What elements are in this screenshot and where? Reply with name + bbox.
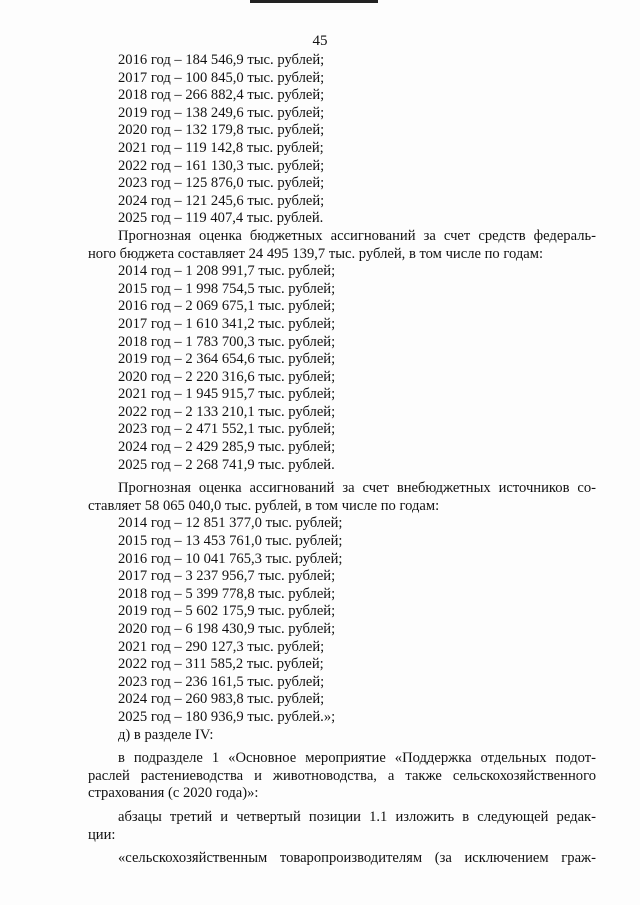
funding-year-line: 2018 год – 5 399 778,8 тыс. рублей; [118,585,336,602]
funding-year-line: 2022 год – 2 133 210,1 тыс. рублей; [118,403,336,420]
paragraph-federal-line: ного бюджета составляет 24 495 139,7 тыс. рублей, в том числе по годам: [88,245,544,262]
subsection-line: страхования (с 2020 года)»: [88,785,259,802]
funding-list-extrabudget [88,515,596,726]
funding-year-line: 2022 год – 161 130,3 тыс. рублей; [118,157,325,174]
funding-year-line: 2021 год – 1 945 915,7 тыс. рублей; [118,386,336,403]
funding-year-line: 2025 год – 119 407,4 тыс. рублей. [118,210,324,227]
funding-list-regional [88,52,596,228]
funding-year-line: 2023 год – 125 876,0 тыс. рублей; [118,175,325,192]
amendment-line: абзацы третий и четвертый позиции 1.1 изложить в следующей редак- [118,808,596,825]
page-body [88,52,596,868]
funding-year-line: 2023 год – 236 161,5 тыс. рублей; [118,673,325,690]
funding-year-line: 2018 год – 1 783 700,3 тыс. рублей; [118,333,336,350]
funding-year-line: 2015 год – 13 453 761,0 тыс. рублей; [118,533,343,550]
funding-year-line: 2019 год – 2 364 654,6 тыс. рублей; [118,351,336,368]
funding-year-line: 2020 год – 2 220 316,6 тыс. рублей; [118,368,336,385]
page-number: 45 [312,33,328,49]
funding-year-line: 2017 год – 100 845,0 тыс. рублей; [118,69,325,86]
funding-year-line: 2020 год – 6 198 430,9 тыс. рублей; [118,621,336,637]
funding-year-line: 2017 год – 3 237 956,7 тыс. рублей; [118,568,336,585]
funding-year-line: 2025 год – 180 936,9 тыс. рублей.»; [118,708,336,725]
funding-year-line: 2021 год – 119 142,8 тыс. рублей; [118,139,324,156]
funding-year-line: 2016 год – 2 069 675,1 тыс. рублей; [118,298,336,315]
quote-line: «сельскохозяйственным товаропроизводителям (за исключением граж- [118,850,596,867]
funding-year-line: 2025 год – 2 268 741,9 тыс. рублей. [118,456,335,473]
funding-year-line: 2024 год – 121 245,6 тыс. рублей; [118,192,325,209]
funding-year-line: 2017 год – 1 610 341,2 тыс. рублей; [118,315,336,332]
funding-year-line: 2022 год – 311 585,2 тыс. рублей; [118,656,324,673]
paragraph-extrabudget-line: ставляет 58 065 040,0 тыс. рублей, в том числе по годам: [88,497,440,514]
funding-year-line: 2014 год – 12 851 377,0 тыс. рублей; [118,515,343,532]
funding-year-line: 2021 год – 290 127,3 тыс. рублей; [118,638,325,655]
item-d: д) в разделе IV: [118,726,214,743]
funding-year-line: 2016 год – 10 041 765,3 тыс. рублей; [118,550,343,567]
funding-year-line: 2019 год – 138 249,6 тыс. рублей; [118,104,325,121]
funding-year-line: 2016 год – 184 546,9 тыс. рублей; [118,52,325,68]
subsection-line: в подразделе 1 «Основное мероприятие «Поддержка отдельных подот- [118,750,596,767]
paragraph-federal-line: Прогнозная оценка бюджетных ассигнований за счет средств федераль- [118,227,596,244]
funding-year-line: 2024 год – 2 429 285,9 тыс. рублей; [118,439,336,456]
funding-year-line: 2020 год – 132 179,8 тыс. рублей; [118,122,325,139]
amendment-line: ции: [88,826,116,843]
funding-year-line: 2024 год – 260 983,8 тыс. рублей; [118,691,325,708]
funding-year-line: 2019 год – 5 602 175,9 тыс. рублей; [118,603,336,620]
subsection-line: раслей растениеводства и животноводства, а также сельскохозяйственного [88,767,596,784]
funding-year-line: 2015 год – 1 998 754,5 тыс. рублей; [118,280,336,297]
funding-year-line: 2023 год – 2 471 552,1 тыс. рублей; [118,421,336,438]
funding-list-federal [88,263,596,474]
paragraph-extrabudget-line: Прогнозная оценка ассигнований за счет внебюджетных источников со- [118,480,596,497]
funding-year-line: 2014 год – 1 208 991,7 тыс. рублей; [118,263,336,280]
top-rule [250,0,378,3]
funding-year-line: 2018 год – 266 882,4 тыс. рублей; [118,87,325,104]
